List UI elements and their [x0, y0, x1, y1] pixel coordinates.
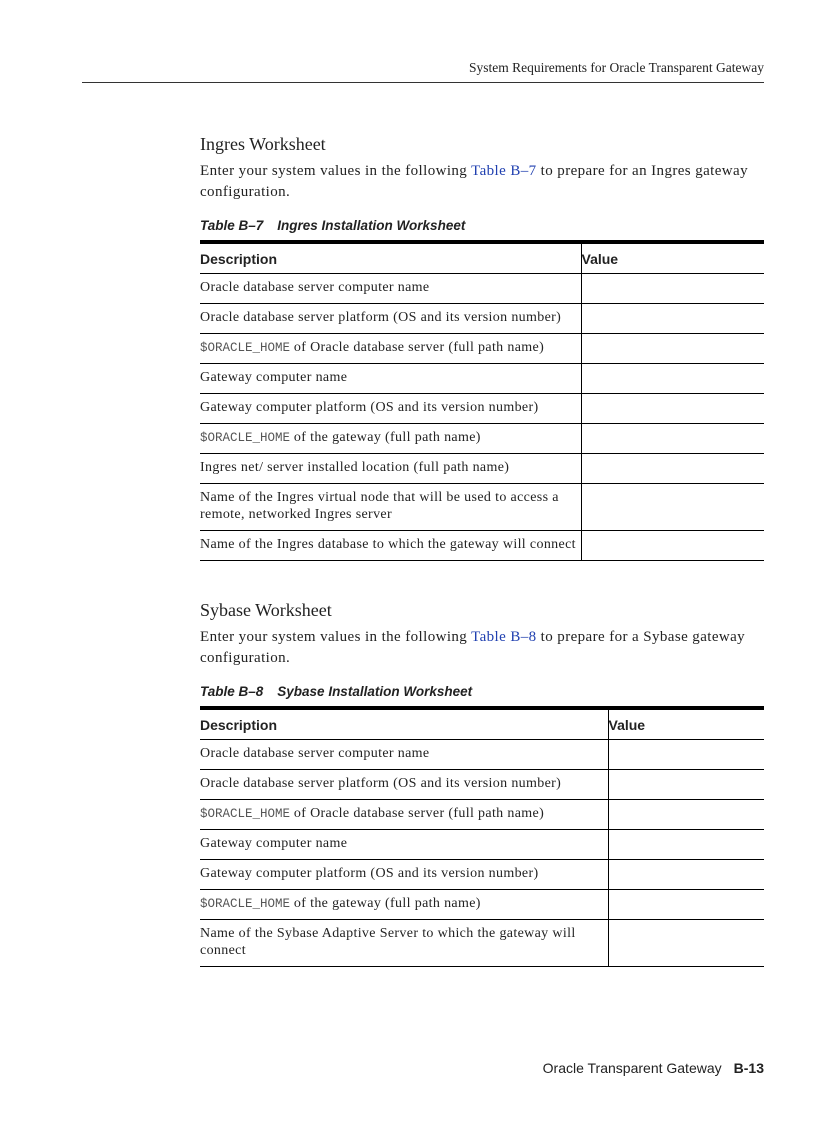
- description-cell: [200, 394, 581, 424]
- table-row: [200, 304, 764, 334]
- description-text: Gateway computer platform (OS and its version number): [200, 400, 539, 415]
- ingres-table-caption: [200, 218, 764, 233]
- table-b7-link[interactable]: Table B–7: [471, 163, 537, 179]
- col-header-description: Description: [200, 242, 581, 274]
- description-text: of the gateway (full path name): [290, 430, 481, 445]
- sybase-table-caption: [200, 684, 764, 699]
- table-row: [200, 920, 764, 967]
- description-cell: [200, 531, 581, 561]
- description-cell: [200, 800, 608, 830]
- description-text: Ingres net/ server installed location (full path name): [200, 460, 510, 475]
- sybase-section: [200, 600, 764, 967]
- running-header: System Requirements for Oracle Transparent Gateway: [468, 60, 764, 75]
- sybase-caption-label: Table B–8: [200, 684, 264, 699]
- header-rule: [82, 82, 764, 83]
- description-cell: [200, 424, 581, 454]
- oracle-home-code: $ORACLE_HOME: [200, 431, 291, 445]
- table-row: [200, 860, 764, 890]
- description-cell: [200, 740, 608, 770]
- description-text: Oracle database server platform (OS and its version number): [200, 776, 562, 791]
- description-text: Oracle database server platform (OS and its version number): [200, 310, 562, 325]
- ingres-caption-title: Ingres Installation Worksheet: [277, 218, 466, 233]
- description-text: Oracle database server computer name: [200, 746, 430, 761]
- description-text: Name of the Sybase Adaptive Server to which the gateway will connect: [200, 926, 576, 958]
- sybase-caption-title: Sybase Installation Worksheet: [277, 684, 473, 699]
- value-cell[interactable]: [608, 800, 764, 830]
- oracle-home-code: $ORACLE_HOME: [200, 897, 291, 911]
- value-cell[interactable]: [581, 394, 764, 424]
- sybase-table-body: [200, 740, 764, 967]
- ingres-worksheet-table: [200, 240, 764, 561]
- table-row: [200, 890, 764, 920]
- value-cell[interactable]: [608, 890, 764, 920]
- description-cell: [200, 920, 608, 967]
- value-cell[interactable]: [581, 424, 764, 454]
- ingres-table-body: [200, 274, 764, 561]
- ingres-caption-label: Table B–7: [200, 218, 264, 233]
- description-cell: [200, 770, 608, 800]
- description-cell: [200, 364, 581, 394]
- description-cell: [200, 484, 581, 531]
- value-cell[interactable]: [608, 830, 764, 860]
- description-text: Gateway computer platform (OS and its version number): [200, 866, 539, 881]
- table-row: [200, 364, 764, 394]
- table-row: [200, 394, 764, 424]
- table-row: [200, 830, 764, 860]
- value-cell[interactable]: [608, 740, 764, 770]
- ingres-intro-text: Enter your system values in the following: [200, 163, 472, 179]
- ingres-section: [200, 134, 764, 561]
- table-row: [200, 484, 764, 531]
- description-text: of Oracle database server (full path name): [290, 806, 545, 821]
- description-cell: [200, 890, 608, 920]
- ingres-intro-text-end: to prepare for an Ingres gateway configuration.: [200, 163, 748, 200]
- table-row: [200, 454, 764, 484]
- description-text: Gateway computer name: [200, 370, 348, 385]
- table-row: [200, 770, 764, 800]
- col-header-description: Description: [200, 708, 608, 740]
- description-cell: [200, 454, 581, 484]
- description-text: of Oracle database server (full path name): [290, 340, 545, 355]
- sybase-worksheet-table: [200, 706, 764, 967]
- table-row: [200, 424, 764, 454]
- ingres-section-title: Ingres Worksheet: [200, 134, 326, 154]
- description-text: Name of the Ingres virtual node that will be used to access a remote, networked Ingres server: [200, 490, 559, 522]
- oracle-home-code: $ORACLE_HOME: [200, 341, 291, 355]
- sybase-section-title: Sybase Worksheet: [200, 600, 332, 620]
- ingres-intro: [200, 161, 764, 203]
- value-cell[interactable]: [581, 364, 764, 394]
- page-number: B-13: [733, 1060, 764, 1076]
- footer-book-title: Oracle Transparent Gateway: [542, 1060, 722, 1076]
- value-cell[interactable]: [581, 454, 764, 484]
- value-cell[interactable]: [581, 334, 764, 364]
- col-header-value: Value: [581, 242, 764, 274]
- description-text: Name of the Ingres database to which the gateway will connect: [200, 537, 576, 552]
- value-cell[interactable]: [608, 860, 764, 890]
- table-row: [200, 531, 764, 561]
- value-cell[interactable]: [581, 274, 764, 304]
- description-cell: [200, 830, 608, 860]
- description-cell: [200, 304, 581, 334]
- sybase-intro-text: Enter your system values in the following: [200, 629, 472, 645]
- description-text: Gateway computer name: [200, 836, 348, 851]
- value-cell[interactable]: [608, 920, 764, 967]
- description-text: of the gateway (full path name): [290, 896, 481, 911]
- oracle-home-code: $ORACLE_HOME: [200, 807, 291, 821]
- value-cell[interactable]: [581, 304, 764, 334]
- table-row: [200, 334, 764, 364]
- value-cell[interactable]: [581, 531, 764, 561]
- table-row: [200, 800, 764, 830]
- sybase-intro-text-end: to prepare for a Sybase gateway configuration.: [200, 629, 746, 666]
- value-cell[interactable]: [581, 484, 764, 531]
- value-cell[interactable]: [608, 770, 764, 800]
- description-cell: [200, 860, 608, 890]
- description-cell: [200, 274, 581, 304]
- table-b8-link[interactable]: Table B–8: [471, 629, 537, 645]
- description-text: Oracle database server computer name: [200, 280, 430, 295]
- col-header-value: Value: [608, 708, 764, 740]
- description-cell: [200, 334, 581, 364]
- running-footer: [543, 1060, 764, 1076]
- sybase-intro: [200, 627, 764, 669]
- table-row: [200, 274, 764, 304]
- table-row: [200, 740, 764, 770]
